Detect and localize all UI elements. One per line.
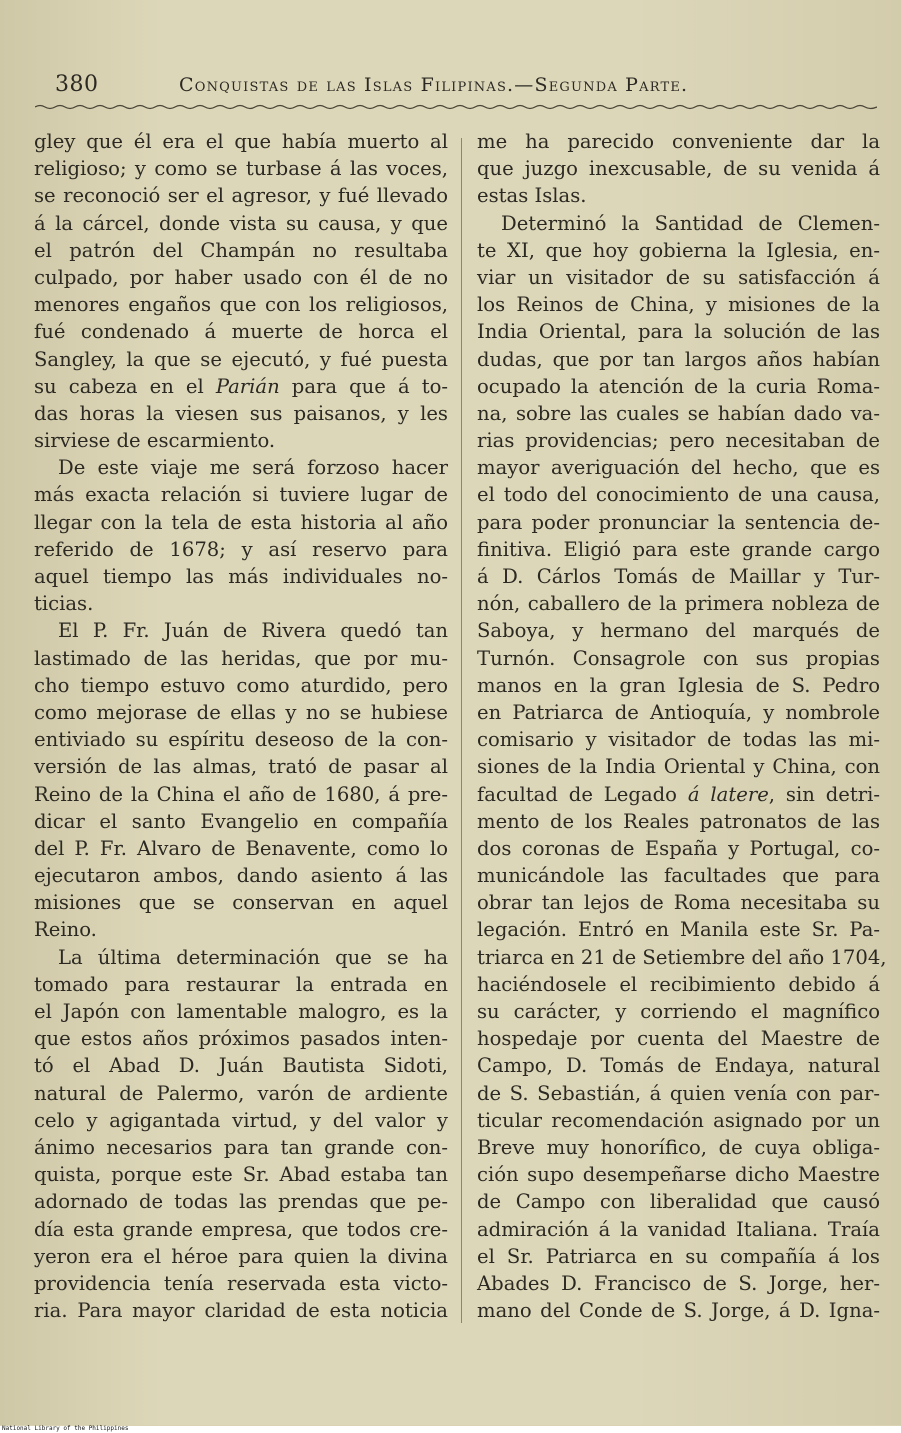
text-line: mento de los Reales patronatos de las — [477, 809, 880, 833]
text-line: finitiva. Eligió para este grande cargo — [477, 537, 880, 561]
text-line: La última determinación que se ha — [58, 945, 448, 969]
text-line: como mejorase de ellas y no se hubiese — [34, 700, 448, 724]
text-line: tomado para restaurar la entrada en — [34, 972, 448, 996]
text-line: te XI, que hoy gobierna la Iglesia, en- — [477, 238, 880, 262]
text-line: gley que él era el que había muerto al — [34, 130, 448, 153]
text-line: ejecutaron ambos, dando asiento á las — [34, 864, 448, 888]
text-line: el patrón del Champán no resultaba — [34, 238, 448, 262]
text-line: estas Islas. — [477, 184, 587, 208]
text-line: De este viaje me será forzoso hacer — [58, 456, 448, 480]
text-line: el Japón con lamentable malogro, es la — [34, 1000, 448, 1023]
text-line: lastimado de las heridas, que por mu- — [34, 646, 448, 670]
text-line: tó el Abad D. Juán Bautista Sidoti, — [34, 1054, 448, 1078]
text-line: Campo, D. Tomás de Endaya, natural — [477, 1054, 880, 1078]
text-line: El P. Fr. Juán de Rivera quedó tan — [58, 619, 448, 643]
text-line: dudas, que por tan largos años habían — [477, 347, 880, 371]
text-line: menores engaños que con los religiosos, — [34, 293, 448, 317]
text-line: del P. Fr. Alvaro de Benavente, como lo — [34, 836, 448, 860]
text-line: se reconoció ser el agresor, y fué llevado — [34, 184, 448, 208]
text-line: dos coronas de España y Portugal, co- — [477, 836, 880, 860]
text-line: á la cárcel, donde vista su causa, y que — [34, 211, 448, 235]
text-line: en Patriarca de Antioquía, y nombrole — [477, 700, 880, 724]
text-line: hospedaje por cuenta del Maestre de — [477, 1027, 880, 1051]
page-number: 380 — [55, 72, 99, 97]
text-line: el Sr. Patriarca en su compañía á los — [477, 1244, 880, 1268]
text-line: viar un visitador de su satisfacción á — [477, 265, 880, 289]
text-line: ticias. — [34, 592, 94, 616]
text-line: providencia tenía reservada esta victo- — [34, 1271, 448, 1295]
text-line: siones de la India Oriental y China, con — [477, 755, 880, 779]
text-line: que juzgo inexcusable, de su venida á — [477, 157, 880, 181]
text-line: su carácter, y corriendo el magnífico — [477, 1000, 880, 1023]
text-line: para poder pronunciar la sentencia de- — [477, 510, 880, 534]
text-line: Turnón. Consagrole con sus propias — [477, 646, 880, 670]
decorative-wavy-rule — [35, 104, 877, 110]
text-line: Saboya, y hermano del marqués de — [477, 619, 880, 643]
text-line: versión de las almas, trató de pasar al — [34, 755, 448, 779]
text-line: me ha parecido conveniente dar la — [477, 130, 880, 153]
footer-watermark: National Library of the Philippines — [2, 1425, 129, 1432]
text-line: ción supo desempeñarse dicho Maestre — [477, 1163, 880, 1187]
text-line: fué condenado á muerte de horca el — [34, 320, 448, 344]
text-line: obrar tan lejos de Roma necesitaba su — [477, 891, 880, 915]
text-line: Sangley, la que se ejecutó, y fué puesta — [34, 347, 448, 371]
text-line: Determinó la Santidad de Clemen- — [501, 211, 880, 235]
text-line: haciéndosele el recibimiento debido á — [477, 972, 880, 996]
text-line: mano del Conde de S. Jorge, á D. Igna- — [477, 1299, 880, 1323]
text-line: quista, porque este Sr. Abad estaba tan — [34, 1163, 448, 1187]
text-line: Abades D. Francisco de S. Jorge, her- — [477, 1271, 880, 1295]
text-line: misiones que se conservan en aquel — [34, 891, 448, 915]
text-line: más exacta relación si tuviere lugar de — [34, 483, 448, 507]
text-line: dicar el santo Evangelio en compañía — [34, 809, 448, 833]
text-line: que estos años próximos pasados inten- — [34, 1027, 448, 1051]
text-line: Breve muy honorífico, de cuya obliga- — [477, 1135, 880, 1159]
text-line: admiración á la vanidad Italiana. Traía — [477, 1217, 880, 1241]
text-line: Reino de la China el año de 1680, á pre- — [34, 782, 448, 806]
text-line: religioso; y como se turbase á las voces, — [34, 157, 448, 181]
text-line: na, sobre las cuales se habían dado va- — [477, 401, 880, 425]
left-column — [34, 128, 448, 1324]
text-line: celo y agigantada virtud, y del valor y — [34, 1108, 448, 1132]
text-line: legación. Entró en Manila este Sr. Pa- — [477, 918, 880, 942]
text-line: das horas la viesen sus paisanos, y les — [34, 401, 448, 425]
text-line: triarca en 21 de Setiembre del año 1704, — [477, 945, 887, 969]
text-line: á D. Cárlos Tomás de Maillar y Tur- — [477, 565, 880, 588]
text-line: culpado, por haber usado con él de no — [34, 265, 448, 289]
text-line: cho tiempo estuvo como aturdido, pero — [34, 673, 448, 697]
text-line: Reino. — [34, 918, 97, 942]
text-line: ánimo necesarios para tan grande con- — [34, 1135, 448, 1159]
text-line: el todo del conocimiento de una causa, — [477, 483, 880, 507]
right-column — [477, 128, 887, 1324]
text-line: su cabeza en el Parián para que á to- — [34, 374, 448, 398]
text-line: de S. Sebastián, á quien venía con par- — [477, 1081, 880, 1105]
text-line: llegar con la tela de esta historia al año — [34, 510, 448, 534]
text-line: ocupado la atención de la curia Roma- — [477, 374, 880, 398]
text-line: ticular recomendación asignado por un — [477, 1108, 880, 1132]
text-line: India Oriental, para la solución de las — [477, 320, 880, 344]
text-line: natural de Palermo, varón de ardiente — [34, 1081, 448, 1105]
text-line: rias providencias; pero necesitaban de — [477, 429, 880, 453]
text-line: sirviese de escarmiento. — [34, 429, 276, 453]
running-title: Conquistas de las Islas Filipinas.—Segunda Parte. — [179, 74, 689, 96]
text-line: ria. Para mayor claridad de esta noticia — [34, 1299, 448, 1323]
text-line: de Campo con liberalidad que causó — [477, 1190, 880, 1214]
text-line: nón, caballero de la primera nobleza de — [477, 592, 880, 616]
column-divider — [461, 138, 462, 1323]
text-line: día esta grande empresa, que todos cre- — [34, 1217, 448, 1241]
footer — [0, 1426, 901, 1433]
page-header — [55, 72, 875, 102]
text-line: manos en la gran Iglesia de S. Pedro — [477, 673, 880, 697]
text-line: aquel tiempo las más individuales no- — [34, 565, 448, 588]
text-line: comisario y visitador de todas las mi- — [477, 728, 880, 752]
text-line: yeron era el héroe para quien la divina — [34, 1244, 448, 1268]
text-line: municándole las facultades que para — [477, 864, 880, 888]
text-line: facultad de Legado á latere, sin detri- — [477, 782, 880, 806]
text-line: entiviado su espíritu deseoso de la con- — [34, 728, 448, 752]
text-line: los Reinos de China, y misiones de la — [477, 293, 880, 317]
text-line: referido de 1678; y así reservo para — [34, 537, 448, 561]
text-line: adornado de todas las prendas que pe- — [34, 1190, 448, 1214]
text-line: mayor averiguación del hecho, que es — [477, 456, 880, 480]
